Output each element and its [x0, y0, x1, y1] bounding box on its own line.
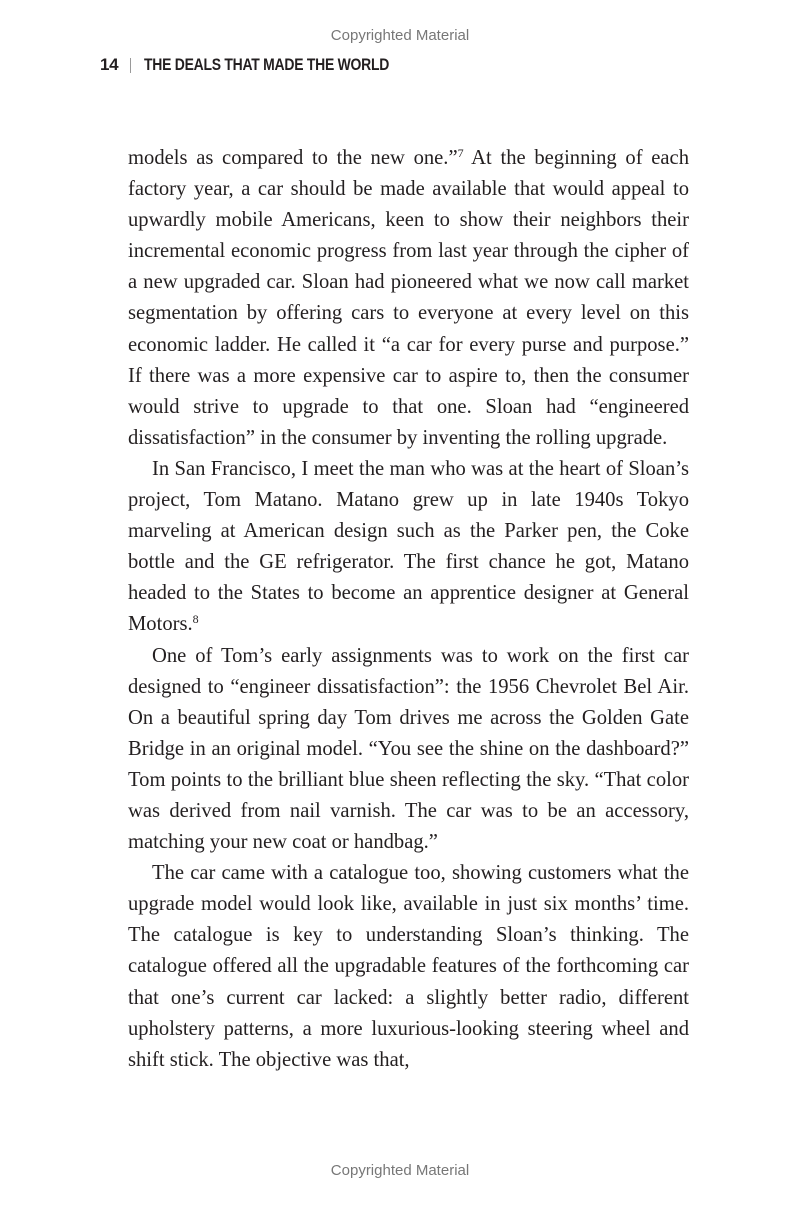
- copyright-watermark-top: Copyrighted Material: [330, 27, 470, 44]
- page-number: 14: [100, 55, 119, 74]
- paragraph-3: One of Tom’s early assignments was to work on the first car designed to “engineer dissatisfaction”: the 1956 Chevrolet Bel Air. On a beautiful spring day Tom drives me across the Golden Gate Bridge in an original model. “You see the shine on the dashboard?” Tom points to the brilliant blue sheen reflecting the sky. “That color was derived from nail varnish. The car was to be an accessory, matching your new coat or handbag.”: [128, 644, 689, 854]
- paragraph-1-lead: models as compared to the new one.”: [128, 147, 458, 169]
- paragraph-1: [128, 143, 689, 454]
- paragraph-2-text: In San Francisco, I meet the man who was at the heart of Sloan’s project, Tom Matano. Matano grew up in late 1940s Tokyo marveling at American design such as the Parker pen, the Coke bottle and the GE refrigerator. The first chance he got, Matano headed to the States to become an apprentice designer at General Motors.: [128, 457, 689, 636]
- footnote-ref-8: 8: [192, 612, 199, 627]
- paragraph-1-rest: At the beginning of each factory year, a car should be made available that would appeal to upwardly mobile Americans, keen to show their neighbors their incremental economic progress from last year through the cipher of a new upgraded car. Sloan had pioneered what we now call market segmentation by offering cars to everyone at every level on this economic ladder. He called it “a car for every purse and purpose.” If there was a more expensive car to aspire to, then the consumer would strive to upgrade to that one. Sloan had “engineered dissatisfaction” in the consumer by inventing the rolling upgrade.: [128, 147, 689, 449]
- running-head: [100, 55, 443, 75]
- copyright-watermark-bottom: Copyrighted Material: [330, 1162, 470, 1179]
- running-title: THE DEALS THAT MADE THE WORLD: [144, 55, 390, 74]
- footnote-ref-7: 7: [457, 146, 464, 160]
- header-divider: [130, 58, 131, 73]
- paragraph-2: [128, 454, 689, 641]
- body-text: [128, 143, 689, 1076]
- paragraph-4: The car came with a catalogue too, showing customers what the upgrade model would look like, available in just six months’ time. The catalogue is key to understanding Sloan’s thinking. The catalogue offered all the upgradable features of the forthcoming car that one’s current car lacked: a slightly better radio, different upholstery patterns, a more luxurious-looking steering wheel and shift stick. The objective was that,: [128, 862, 689, 1071]
